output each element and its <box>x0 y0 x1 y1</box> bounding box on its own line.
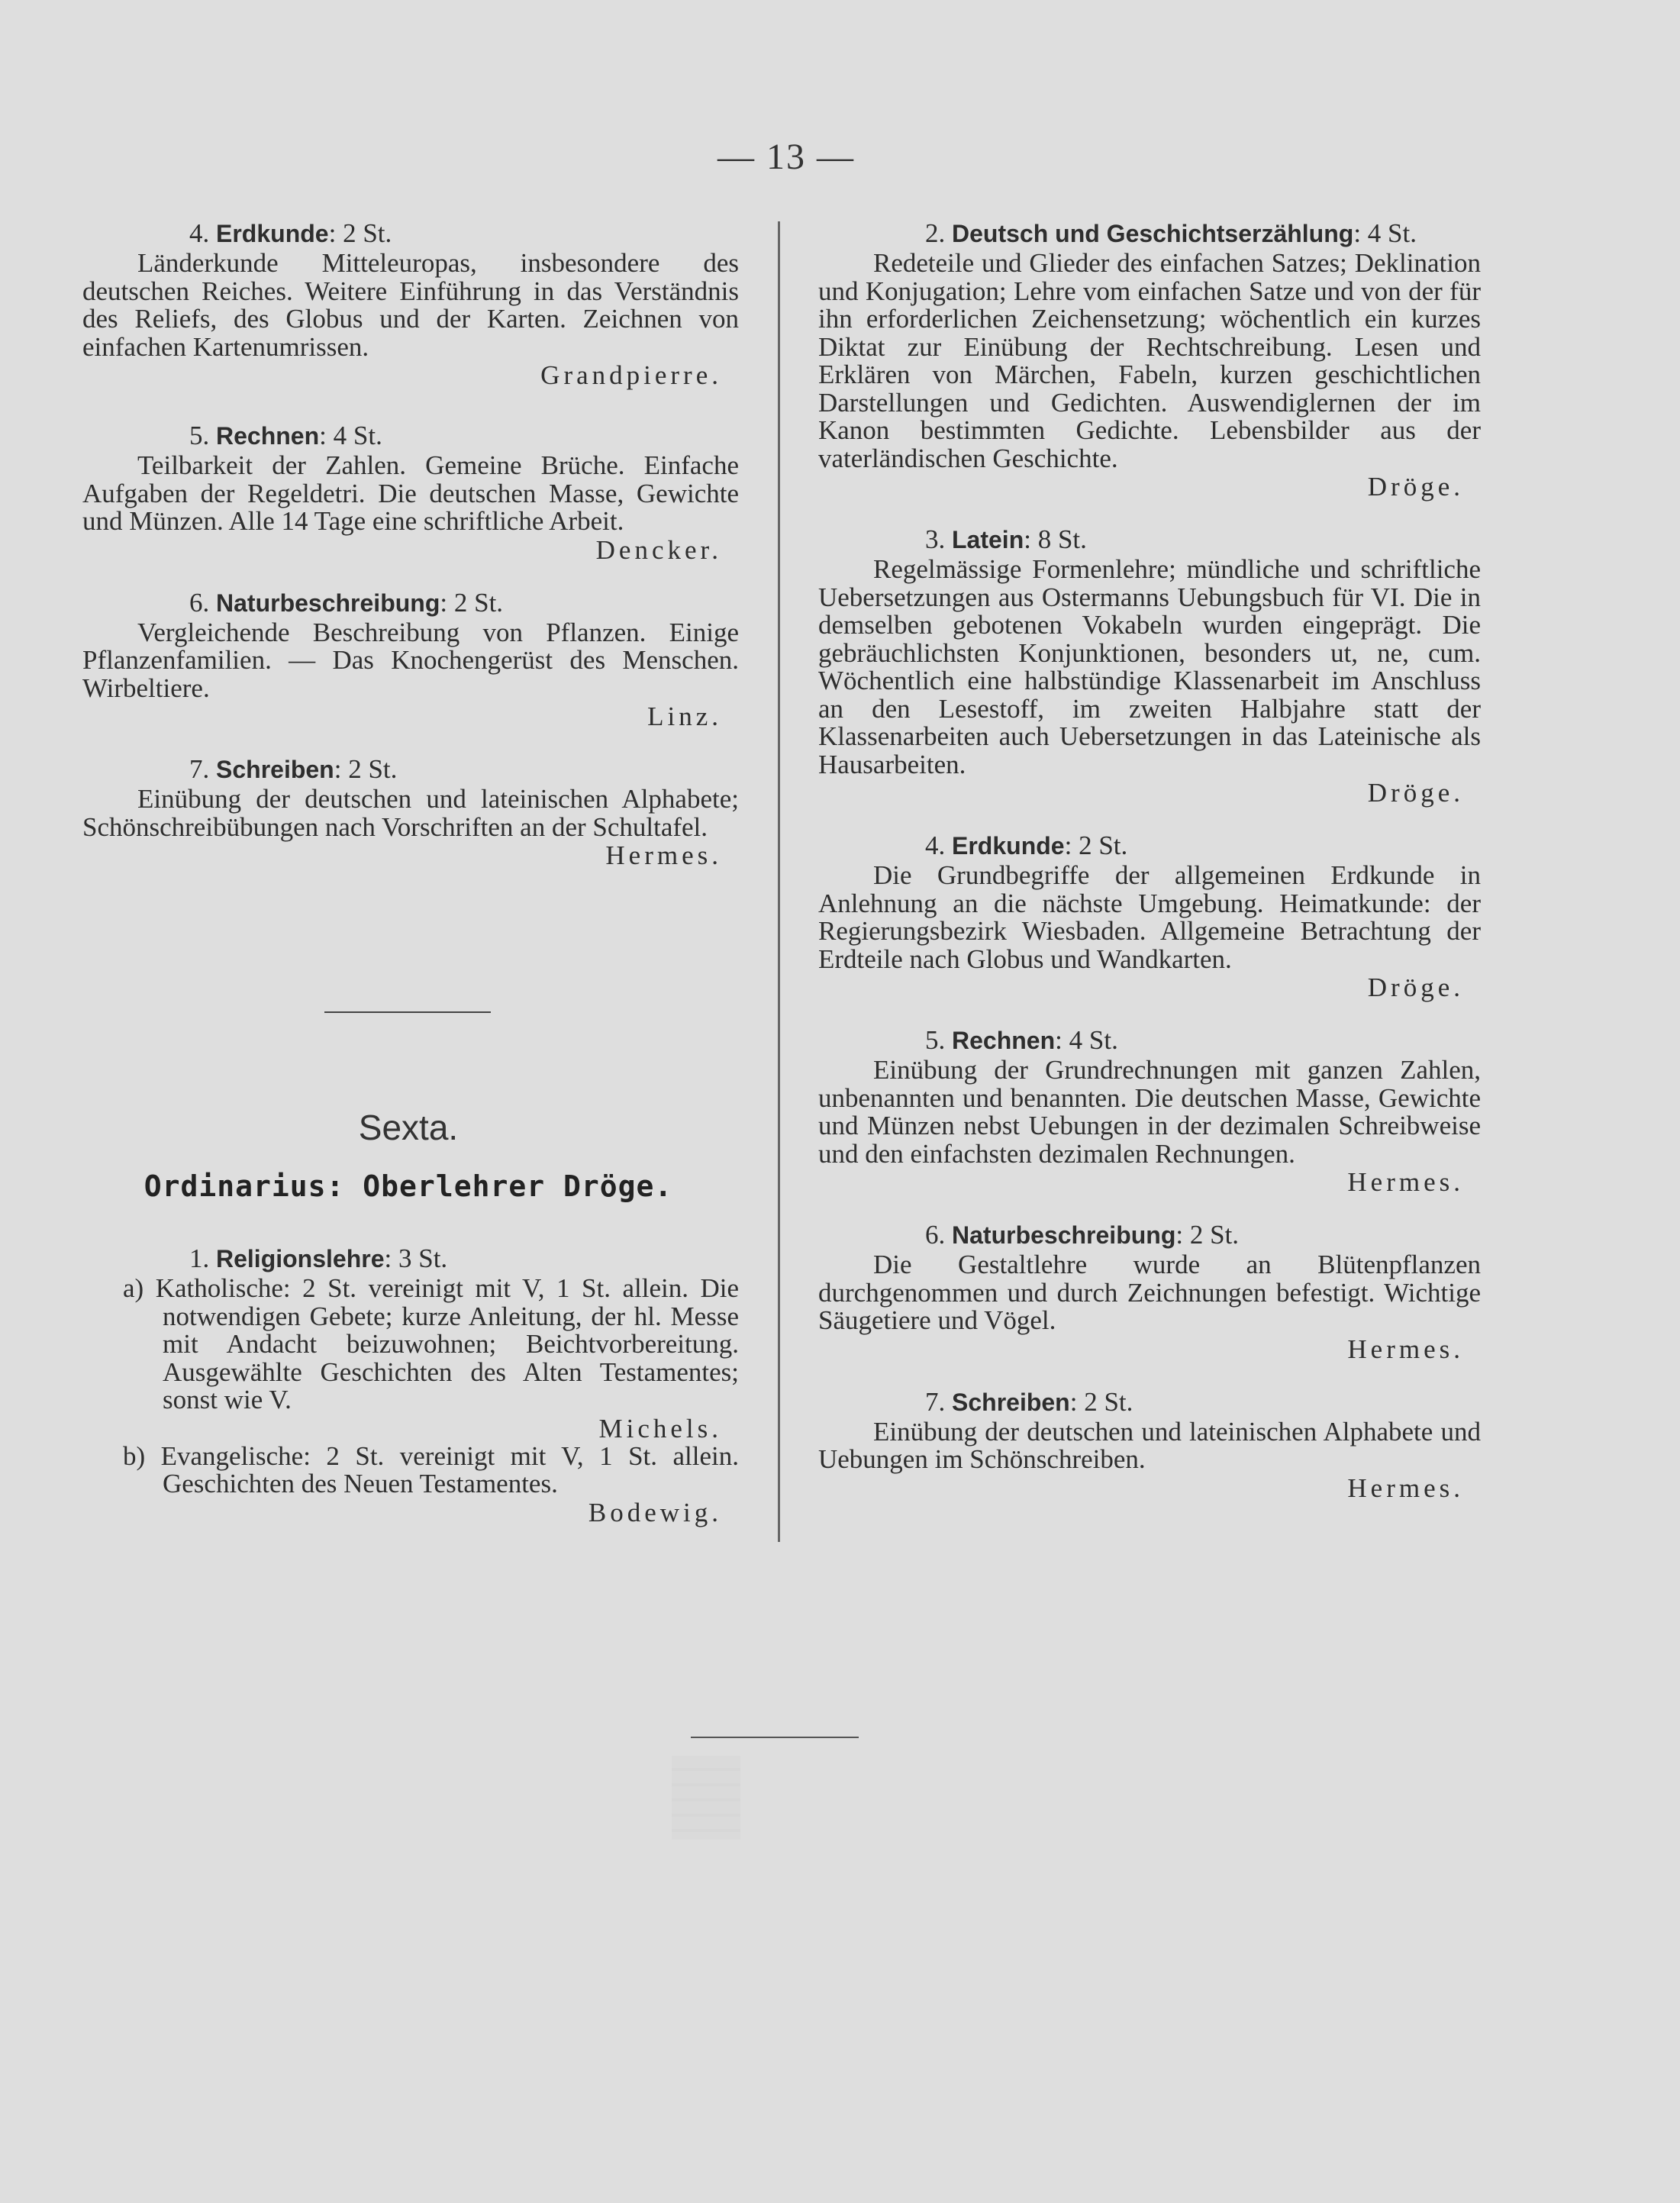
section-hours: 2 St. <box>1189 1220 1240 1250</box>
section-number: 6. <box>189 587 210 618</box>
footer-rule <box>691 1737 859 1738</box>
section-number: 1. <box>189 1243 210 1273</box>
teacher-name: Hermes. <box>605 840 722 870</box>
section-number: 4. <box>925 831 946 860</box>
section-heading: 6. Naturbeschreibung: 2 St. <box>925 1220 1240 1250</box>
section-hours: 2 St. <box>343 218 392 248</box>
section-heading: 7. Schreiben: 2 St. <box>925 1386 1133 1417</box>
section-heading: 2. Deutsch und Geschichtserzählung: 4 St. <box>925 218 1417 248</box>
section-hours: 2 St. <box>1084 1386 1133 1417</box>
section-hours: 4 St. <box>333 421 382 450</box>
section-number: 5. <box>189 421 210 450</box>
teacher-name: Grandpierre. <box>540 360 722 390</box>
teacher-name: Dröge. <box>1367 778 1464 808</box>
section-heading: 3. Latein: 8 St. <box>925 524 1087 554</box>
section-text: Einübung der Grundrechnungen mit ganzen Zahlen, unbenannten und benannten. Die deutschen Masse, Gewichte und Münzen nebst Uebungen in der dezimalen Schreibweise und den einfachsten dezimalen Rechnungen. <box>818 1055 1481 1169</box>
section-heading: 1. Religionslehre: 3 St. <box>189 1243 448 1273</box>
sexta-body <box>82 1243 739 1527</box>
section-subject: Rechnen <box>952 1027 1056 1054</box>
section-hours: 2 St. <box>1079 831 1128 860</box>
section-number: 6. <box>925 1220 946 1250</box>
section-heading: 5. Rechnen: 4 St. <box>925 1025 1118 1055</box>
section-separator <box>324 1011 491 1013</box>
section-subject: Schreiben <box>216 756 334 783</box>
section-hours: 3 St. <box>398 1243 448 1273</box>
subsection-label: b) <box>123 1440 146 1471</box>
section-text: Die Gestaltlehre wurde an Blütenpflanzen durchgenommen und durch Zeichnungen befestigt. Wichtige Säugetiere und Vögel. <box>818 1250 1481 1335</box>
class-title: Sexta. <box>358 1108 459 1147</box>
teacher-name: Linz. <box>647 702 722 731</box>
teacher-name: Dencker. <box>595 534 722 565</box>
section-number: 5. <box>925 1025 946 1055</box>
section-subject: Latein <box>952 526 1024 553</box>
section-hours: 2 St. <box>453 587 504 618</box>
section-number: 7. <box>925 1386 946 1417</box>
teacher-name: Dröge. <box>1367 972 1464 1002</box>
subsection-a <box>82 1275 739 1414</box>
left-column <box>82 218 739 869</box>
section-subject: Naturbeschreibung <box>952 1221 1176 1249</box>
section-heading: 6. Naturbeschreibung: 2 St. <box>189 587 504 618</box>
section-number: 2. <box>925 218 946 248</box>
section-text: Länderkunde Mitteleuropas, insbesondere des deutschen Reiches. Weitere Einführung in das Verständnis des Reliefs, des Globus und der Karten. Zeichnen von einfachen Kartenumrissen. <box>82 248 739 362</box>
section-subject: Erdkunde <box>216 220 329 247</box>
ordinarius-line: Ordinarius: Oberlehrer Dröge. <box>143 1169 673 1203</box>
section-text: Einübung der deutschen und lateinischen Alphabete; Schönschreibübungen nach Vorschriften an der Schultafel. <box>82 784 739 842</box>
section-heading: 4. Erdkunde: 2 St. <box>189 218 392 248</box>
teacher-name: Michels. <box>598 1413 722 1443</box>
section-text: Die Grundbegriffe der allgemeinen Erdkunde in Anlehnung an die nächste Umgebung. Heimatkunde: der Regierungsbezirk Wiesbaden. Allgemeine Betrachtung der Erdteile nach Globus und Wandkarten. <box>818 860 1481 974</box>
right-column <box>818 218 1481 1502</box>
subsection-text: Katholische: 2 St. vereinigt mit V, 1 St. allein. Die notwendigen Gebete; kurze Anleitung, der hl. Messe mit Andacht beizuwohnen; Beichtvorbereitung. Ausgewählte Geschichten des Alten Testamentes; sonst wie V. <box>155 1273 740 1414</box>
section-text: Vergleichende Beschreibung von Pflanzen. Einige Pflanzenfamilien. — Das Knochengerüst des Menschen. Wirbeltiere. <box>82 617 739 703</box>
teacher-name: Dröge. <box>1367 472 1464 502</box>
teacher-name: Hermes. <box>1347 1334 1464 1364</box>
section-text: Einübung der deutschen und lateinischen Alphabete und Uebungen im Schönschreiben. <box>818 1416 1481 1474</box>
section-subject: Rechnen <box>216 422 320 450</box>
section-subject: Deutsch und Geschichtserzählung <box>952 220 1354 247</box>
section-text: Redeteile und Glieder des einfachen Satzes; Deklination und Konjugation; Lehre vom einfachen Satze und von der für ihn erforderlichen Zeichensetzung; wöchentlich ein kurzes Diktat zur Einübung der Rechtschreibung. Lesen und Erklären von Märchen, Fabeln, kurzen geschichtlichen Darstellungen und Gedichten. Auswendiglernen der im Kanon bestimmten Gedichte. Lebensbilder aus der vaterländischen Geschichte. <box>818 248 1481 473</box>
show-through-text <box>672 1756 740 1840</box>
section-subject: Naturbeschreibung <box>216 589 440 617</box>
subsection-text: Evangelische: 2 St. vereinigt mit V, 1 St. allein. Geschichten des Neuen Testamentes. <box>160 1440 739 1498</box>
section-heading: 7. Schreiben: 2 St. <box>189 754 398 784</box>
section-hours: 8 St. <box>1037 524 1087 554</box>
section-hours: 2 St. <box>348 754 398 784</box>
subsection-label: a) <box>123 1273 144 1303</box>
section-subject: Religionslehre <box>216 1245 385 1272</box>
section-text: Regelmässige Formenlehre; mündliche und schriftliche Uebersetzungen aus Ostermanns Uebungsbuch für VI. Die in demselben gebotenen Vokabeln wurden eingeprägt. Die gebräuchlichsten Konjunktionen, besonders ut, ne, cum. Wöchentlich eine halbstündige Klassenarbeit im Anschluss an den Lesestoff, im zweiten Halbjahre statt der Klassenarbeiten auch Uebersetzungen in das Lateinische als Hausarbeiten. <box>818 554 1481 779</box>
section-hours: 4 St. <box>1069 1025 1118 1055</box>
teacher-name: Bodewig. <box>588 1497 722 1527</box>
section-number: 7. <box>189 754 210 784</box>
subsection-b <box>82 1440 739 1498</box>
section-number: 3. <box>925 524 946 554</box>
section-text: Teilbarkeit der Zahlen. Gemeine Brüche. Einfache Aufgaben der Regeldetri. Die deutschen Masse, Gewichte und Münzen. Alle 14 Tage eine schriftliche Arbeit. <box>82 450 739 536</box>
teacher-name: Hermes. <box>1347 1167 1464 1197</box>
section-number: 4. <box>189 218 210 248</box>
section-heading: 4. Erdkunde: 2 St. <box>925 831 1128 860</box>
page-number: — 13 — <box>717 137 855 177</box>
section-subject: Erdkunde <box>952 832 1065 860</box>
section-hours: 4 St. <box>1367 218 1417 248</box>
teacher-name: Hermes. <box>1347 1472 1464 1503</box>
section-subject: Schreiben <box>952 1388 1070 1416</box>
column-divider <box>778 221 780 1542</box>
section-heading: 5. Rechnen: 4 St. <box>189 421 382 450</box>
